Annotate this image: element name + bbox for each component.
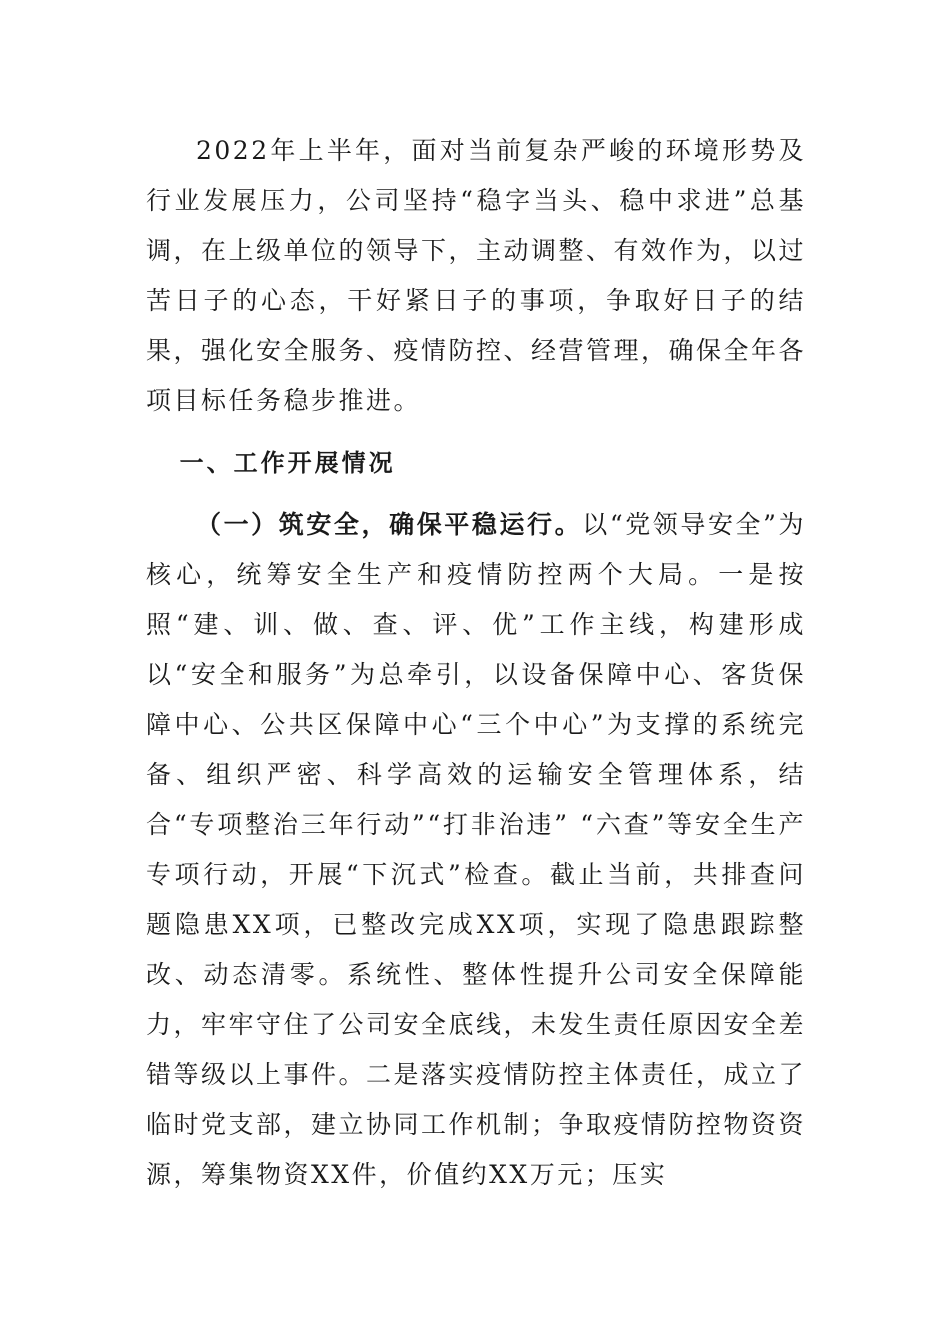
subsection-paragraph	[146, 500, 806, 1200]
section-heading: 一、工作开展情况	[179, 449, 396, 477]
intro-paragraph: 2022年上半年，面对当前复杂严峻的环境形势及行业发展压力，公司坚持“稳字当头、稳中求进”总基调，在上级单位的领导下，主动调整、有效作为，以过苦日子的心态，干好紧日子的事项，争取好日子的结果，强化安全服务、疫情防控、经营管理，确保全年各项目标任务稳步推进。	[146, 136, 807, 415]
subsection-lead: （一）筑安全，确保平稳运行。	[196, 510, 583, 539]
document-body	[146, 126, 806, 1200]
subsection-body: 以“党领导安全”为核心，统筹安全生产和疫情防控两个大局。一是按照“建、训、做、查、评、优”工作主线，构建形成以“安全和服务”为总牵引，以设备保障中心、客货保障中心、公共区保障中心“三个中心”为支撑的系统完备、组织严密、科学高效的运输安全管理体系，结合“专项整治三年行动”“打非治违” “六查”等安全生产专项行动，开展“下沉式”检查。截止当前，共排查问题隐患XX项，已整改完成XX项，实现了隐患跟踪整改、动态清零。系统性、整体性提升公司安全保障能力，牢牢守住了公司安全底线，未发生责任原因安全差错等级以上事件。二是落实疫情防控主体责任，成立了临时党支部，建立协同工作机制；争取疫情防控物资资源，筹集物资XX件，价值约XX万元；压实	[146, 510, 807, 1189]
